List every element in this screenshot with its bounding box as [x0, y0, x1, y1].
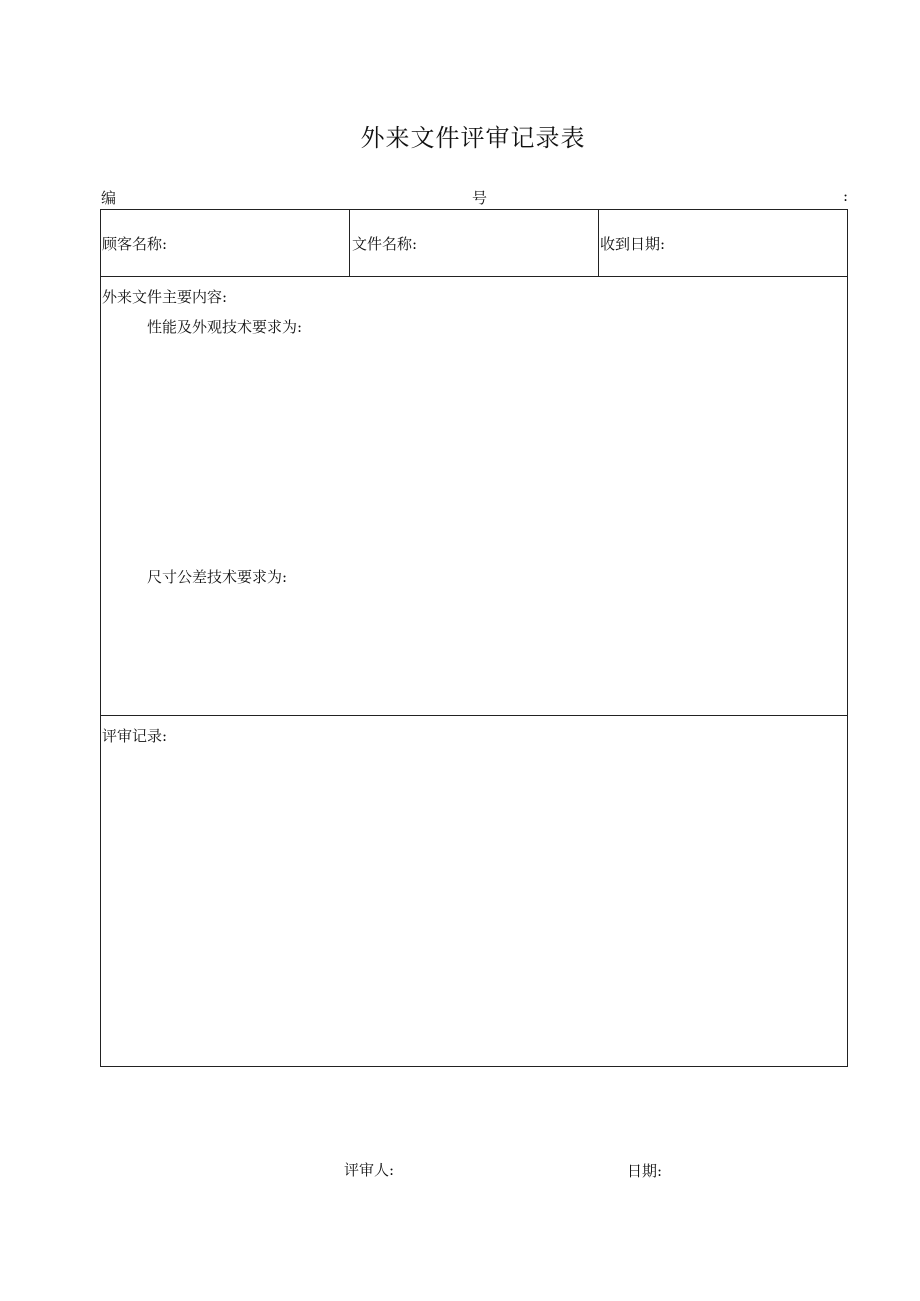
main-content-label: 外来文件主要内容: [102, 288, 228, 306]
document-name-label: 文件名称: [352, 235, 418, 253]
serial-label-part2: 号 [472, 189, 488, 207]
serial-label-part1: 编 [101, 189, 117, 207]
received-date-label: 收到日期: [600, 235, 666, 253]
form-table [100, 209, 848, 1067]
column-divider-1 [349, 209, 350, 277]
content-section-divider [100, 715, 848, 716]
dimension-tolerance-label: 尺寸公差技术要求为: [147, 568, 288, 586]
customer-name-label: 顾客名称: [102, 235, 168, 253]
date-label: 日期: [627, 1162, 663, 1180]
reviewer-label: 评审人: [344, 1161, 395, 1179]
review-record-label: 评审记录: [102, 727, 168, 745]
header-row-divider [100, 276, 848, 277]
serial-colon: : [842, 187, 848, 205]
column-divider-2 [598, 209, 599, 277]
serial-number-row [101, 187, 848, 207]
page-title: 外来文件评审记录表 [360, 124, 586, 152]
performance-requirements-label: 性能及外观技术要求为: [147, 318, 303, 336]
